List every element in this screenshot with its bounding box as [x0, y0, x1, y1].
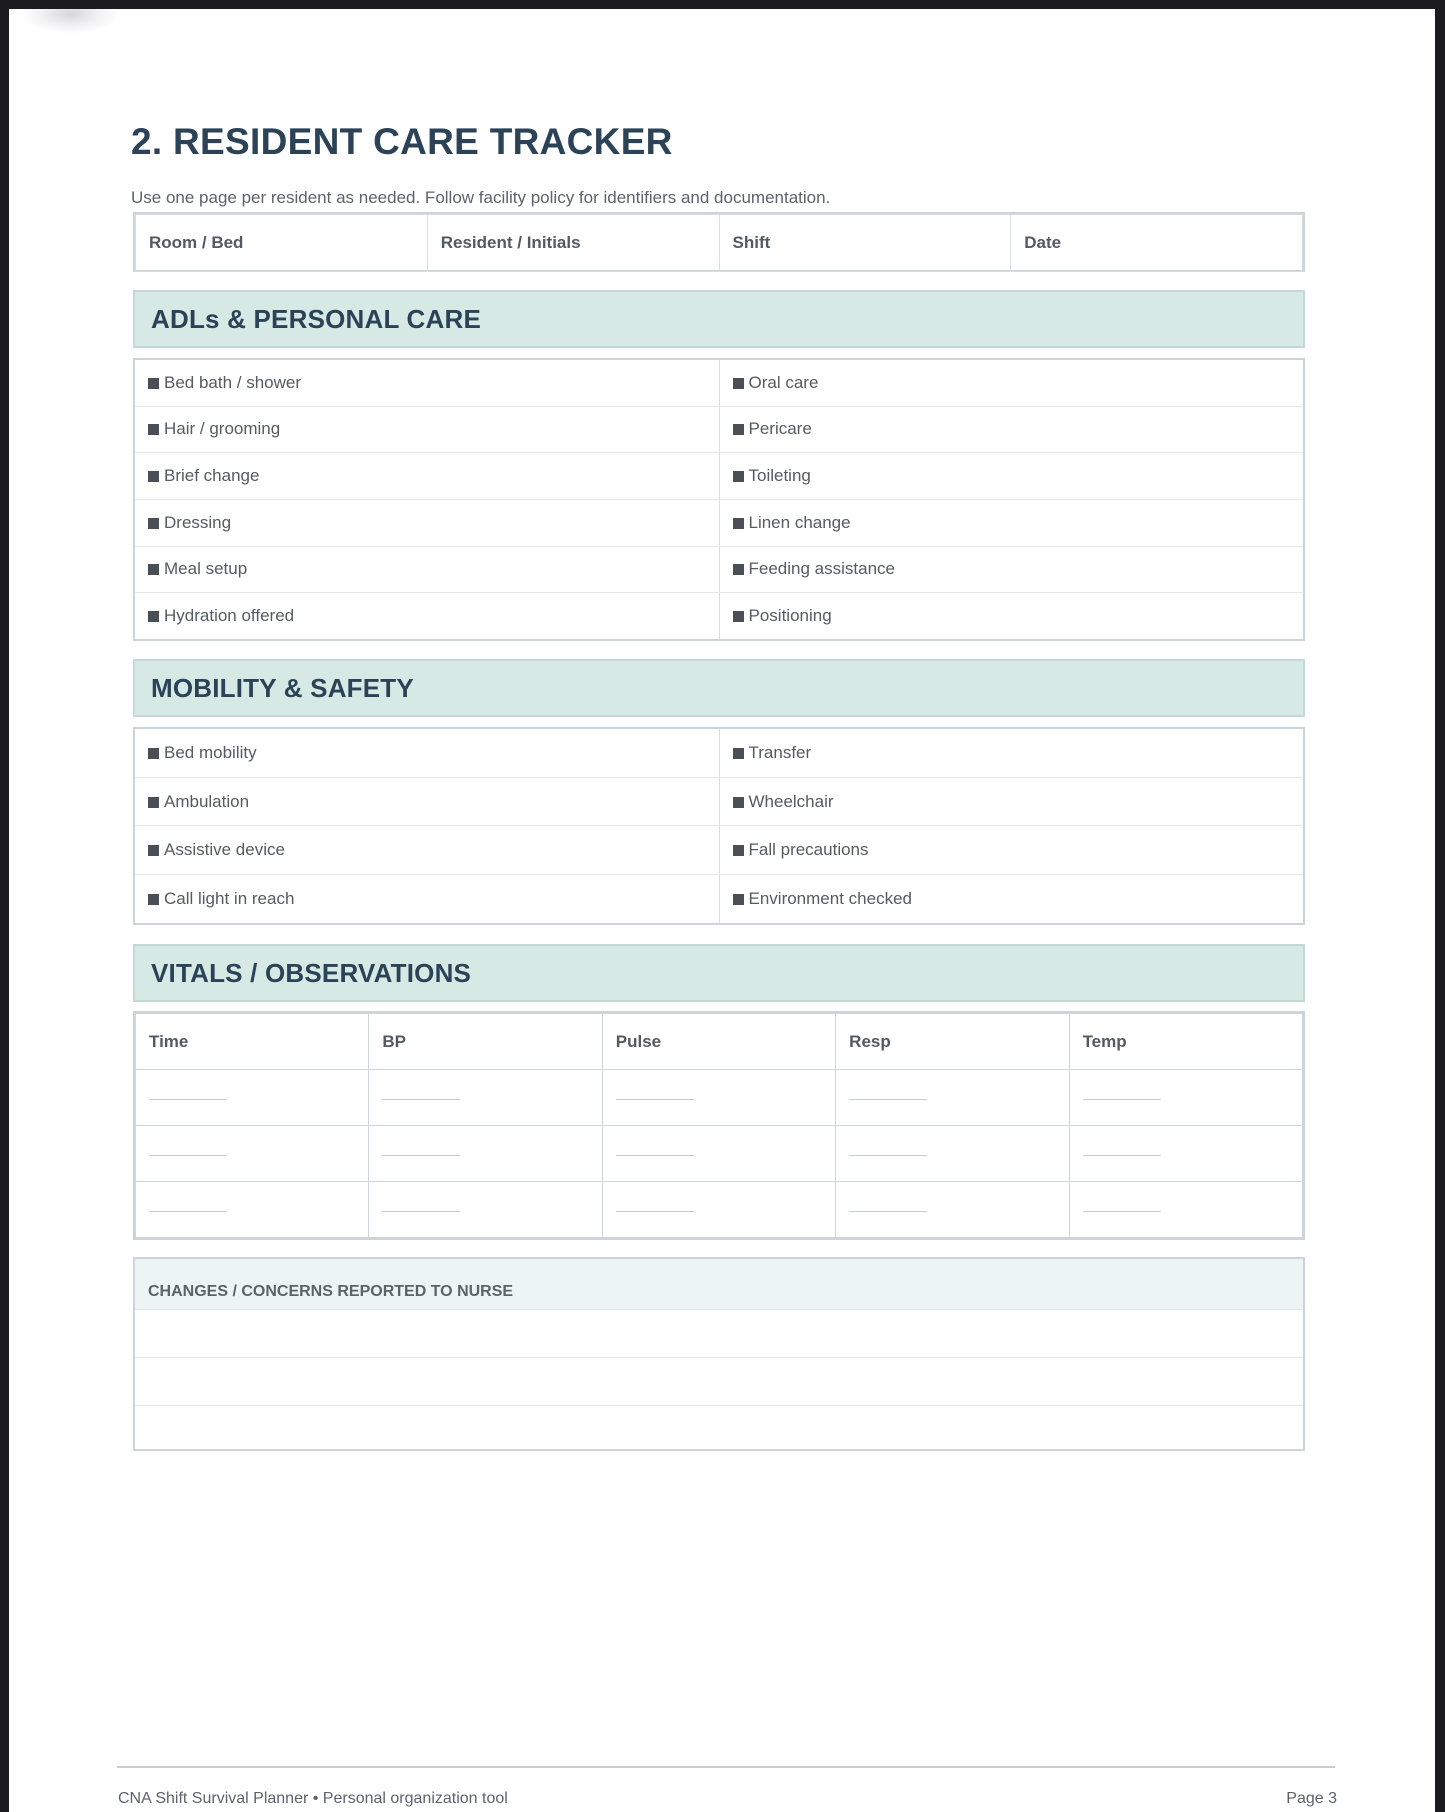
- resident-initials-field[interactable]: Resident / Initials: [427, 215, 719, 272]
- vitals-col-time: Time: [136, 1014, 369, 1070]
- checklist-item[interactable]: Call light in reach: [135, 875, 719, 923]
- checklist-item[interactable]: Oral care: [719, 360, 1303, 406]
- notes-line[interactable]: [135, 1309, 1303, 1357]
- checklist-row: [135, 875, 1303, 923]
- blank-line: [1083, 1155, 1161, 1156]
- checkbox-icon[interactable]: [148, 797, 159, 808]
- concerns-notes-box: [133, 1257, 1305, 1451]
- vitals-col-resp: Resp: [836, 1014, 1069, 1070]
- checkbox-icon[interactable]: [733, 748, 744, 759]
- vitals-col-temp: Temp: [1069, 1014, 1302, 1070]
- checkbox-icon[interactable]: [148, 378, 159, 389]
- checklist-item[interactable]: Environment checked: [719, 875, 1303, 923]
- checklist-item[interactable]: Assistive device: [135, 826, 719, 875]
- page: [9, 9, 1435, 1812]
- vitals-entry-cell[interactable]: [602, 1182, 835, 1238]
- checkbox-icon[interactable]: [733, 611, 744, 622]
- vitals-row: [136, 1070, 1303, 1126]
- checkbox-icon[interactable]: [148, 894, 159, 905]
- checklist-item[interactable]: Wheelchair: [719, 777, 1303, 826]
- vitals-entry-cell[interactable]: [136, 1182, 369, 1238]
- mobility-section-header: [133, 659, 1305, 717]
- checkbox-icon[interactable]: [148, 748, 159, 759]
- date-field[interactable]: Date: [1011, 215, 1303, 272]
- adls-section-header: [133, 290, 1305, 348]
- checkbox-icon[interactable]: [733, 378, 744, 389]
- vitals-entry-cell[interactable]: [369, 1182, 602, 1238]
- vitals-entry-cell[interactable]: [1069, 1070, 1302, 1126]
- blank-line: [616, 1099, 694, 1100]
- checkbox-icon[interactable]: [733, 518, 744, 529]
- blank-line: [616, 1155, 694, 1156]
- checkbox-icon[interactable]: [148, 471, 159, 482]
- vitals-row: [136, 1126, 1303, 1182]
- corner-shadow: [23, 9, 118, 33]
- checklist-row: [135, 777, 1303, 826]
- adls-section-title: ADLs & PERSONAL CARE: [151, 303, 482, 334]
- checklist-item[interactable]: Meal setup: [135, 546, 719, 593]
- checklist-row: [135, 729, 1303, 777]
- vitals-table: [133, 1011, 1305, 1240]
- footer-planner-name: CNA Shift Survival Planner • Personal organization tool: [118, 1790, 508, 1807]
- checkbox-icon[interactable]: [733, 564, 744, 575]
- vitals-entry-cell[interactable]: [136, 1070, 369, 1126]
- blank-line: [616, 1211, 694, 1212]
- blank-line: [849, 1155, 927, 1156]
- blank-line: [1083, 1099, 1161, 1100]
- checklist-item[interactable]: Feeding assistance: [719, 546, 1303, 593]
- checkbox-icon[interactable]: [148, 611, 159, 622]
- checklist-item[interactable]: Ambulation: [135, 777, 719, 826]
- checklist-item[interactable]: Pericare: [719, 406, 1303, 453]
- checklist-item[interactable]: Fall precautions: [719, 826, 1303, 875]
- vitals-row: [136, 1182, 1303, 1238]
- vitals-section-title: VITALS / OBSERVATIONS: [151, 957, 472, 988]
- checkbox-icon[interactable]: [148, 564, 159, 575]
- checklist-item[interactable]: Hydration offered: [135, 593, 719, 639]
- notes-line[interactable]: [135, 1405, 1303, 1453]
- checklist-item[interactable]: Transfer: [719, 729, 1303, 777]
- checkbox-icon[interactable]: [148, 518, 159, 529]
- vitals-entry-cell[interactable]: [1069, 1182, 1302, 1238]
- blank-line: [149, 1155, 227, 1156]
- vitals-entry-cell[interactable]: [602, 1126, 835, 1182]
- checklist-item[interactable]: Linen change: [719, 499, 1303, 546]
- checklist-row: [135, 406, 1303, 453]
- checkbox-icon[interactable]: [733, 471, 744, 482]
- shift-field[interactable]: Shift: [719, 215, 1011, 272]
- checkbox-icon[interactable]: [733, 424, 744, 435]
- checkbox-icon[interactable]: [148, 424, 159, 435]
- mobility-checklist: [133, 727, 1305, 925]
- checkbox-icon[interactable]: [148, 845, 159, 856]
- vitals-col-bp: BP: [369, 1014, 602, 1070]
- vitals-entry-cell[interactable]: [136, 1126, 369, 1182]
- vitals-entry-cell[interactable]: [369, 1126, 602, 1182]
- checkbox-icon[interactable]: [733, 845, 744, 856]
- checklist-row: [135, 593, 1303, 639]
- checklist-item[interactable]: Dressing: [135, 499, 719, 546]
- checklist-row: [135, 546, 1303, 593]
- vitals-col-pulse: Pulse: [602, 1014, 835, 1070]
- blank-line: [149, 1099, 227, 1100]
- blank-line: [382, 1099, 460, 1100]
- blank-line: [1083, 1211, 1161, 1212]
- blank-line: [382, 1155, 460, 1156]
- blank-line: [849, 1211, 927, 1212]
- checklist-item[interactable]: Brief change: [135, 453, 719, 500]
- checklist-item[interactable]: Hair / grooming: [135, 406, 719, 453]
- checklist-row: [135, 453, 1303, 500]
- vitals-entry-cell[interactable]: [1069, 1126, 1302, 1182]
- checklist-row: [135, 826, 1303, 875]
- vitals-entry-cell[interactable]: [836, 1182, 1069, 1238]
- page-subtitle: Use one page per resident as needed. Follow facility policy for identifiers and documentation.: [131, 188, 831, 207]
- vitals-entry-cell[interactable]: [602, 1070, 835, 1126]
- blank-line: [382, 1211, 460, 1212]
- resident-info-table: [133, 212, 1305, 272]
- blank-line: [849, 1099, 927, 1100]
- checklist-row: [135, 360, 1303, 406]
- checklist-row: [135, 499, 1303, 546]
- blank-line: [149, 1211, 227, 1212]
- footer-page-number: Page 3: [1286, 1790, 1337, 1807]
- concerns-label: CHANGES / CONCERNS REPORTED TO NURSE: [135, 1259, 1303, 1309]
- adls-checklist: [133, 358, 1305, 641]
- checkbox-icon[interactable]: [733, 894, 744, 905]
- vitals-entry-cell[interactable]: [836, 1126, 1069, 1182]
- vitals-entry-cell[interactable]: [836, 1070, 1069, 1126]
- checkbox-icon[interactable]: [733, 797, 744, 808]
- mobility-section-title: MOBILITY & SAFETY: [151, 672, 414, 703]
- checklist-item[interactable]: Toileting: [719, 453, 1303, 500]
- page-title: 2. RESIDENT CARE TRACKER: [131, 121, 673, 162]
- checklist-item[interactable]: Bed bath / shower: [135, 360, 719, 406]
- vitals-header-row: [136, 1014, 1303, 1070]
- vitals-entry-cell[interactable]: [369, 1070, 602, 1126]
- notes-line[interactable]: [135, 1357, 1303, 1405]
- checklist-item[interactable]: Bed mobility: [135, 729, 719, 777]
- checklist-item[interactable]: Positioning: [719, 593, 1303, 639]
- room-bed-field[interactable]: Room / Bed: [136, 215, 428, 272]
- vitals-section-header: [133, 944, 1305, 1002]
- footer-divider: [117, 1766, 1335, 1768]
